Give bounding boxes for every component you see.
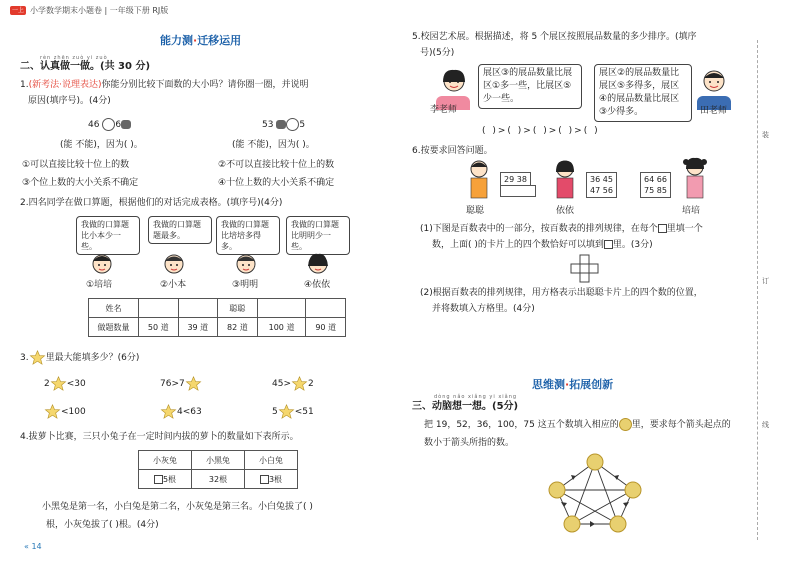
star-input-icon[interactable] [185, 376, 202, 391]
part2-heading: 二、认真做一做。(共 30 分) [20, 61, 151, 72]
q1-text [20, 78, 390, 92]
card-number: 38 [516, 175, 527, 184]
pentagon-node[interactable] [549, 482, 565, 498]
q3-item-5 [160, 404, 202, 419]
star-input-icon[interactable] [291, 376, 308, 391]
card-number: 36 [590, 175, 601, 184]
q7-part-a: 把 19，52，36，100，75 这五个数填入相应的 [424, 420, 619, 430]
q3-item-2 [160, 376, 202, 391]
q3-prefix: 3. [20, 353, 29, 363]
section-title-dot: · [193, 34, 198, 47]
q6-card-yiyi [586, 172, 617, 198]
table-header-cell[interactable] [306, 299, 346, 318]
q6-1-part-d: 里。(3分) [612, 240, 653, 250]
q1-left-num: 46 [88, 120, 100, 130]
cross-grid-icon[interactable] [570, 254, 600, 284]
table-header-cell: 小灰兔 [139, 451, 192, 470]
q6-1-part-c: 数，上面( )的卡片上的四个数恰好可以填到 [432, 240, 604, 250]
section-title-sub: 迁移运用 [197, 34, 242, 47]
q6-text: 6.按要求回答问题。 [412, 146, 493, 156]
star-input-icon[interactable] [160, 404, 177, 419]
q3-item-1 [44, 376, 86, 391]
q6-name-2: 依依 [556, 206, 575, 216]
q6-name-3: 培培 [682, 206, 701, 216]
q6-2-text: (2)根据百数表的排列规律，用方格表示出聪聪卡片上的四个数的位置， [420, 288, 703, 298]
q1-left-num2: 6 [115, 120, 122, 130]
teacher-li-icon [440, 66, 468, 96]
table-cell[interactable] [139, 470, 192, 489]
table-header-cell: 姓名 [89, 299, 139, 318]
q3-item-6 [272, 404, 314, 419]
section2-title-main: 思维测 [532, 378, 565, 391]
header-text: 小学数学期末小题卷 | 一年级下册 RJ版 [30, 6, 169, 15]
card-number: 66 [656, 175, 667, 184]
q3-item-right: <100 [61, 407, 86, 417]
q1-blank-left: (能 不能)，因为( )。 [60, 140, 143, 150]
q1-option-4: ④十位上数的大小关系不确定 [218, 178, 335, 188]
teacher-tian-icon [700, 66, 728, 96]
q7-text-2: 数小于箭头所指的数。 [424, 438, 515, 448]
table-cell-value: 5根 [162, 474, 177, 484]
q6-1-text-2 [432, 238, 653, 252]
q1-right-num2: 5 [299, 120, 306, 130]
q5-right-name: 田老师 [700, 106, 728, 116]
q5-left-name: 李老师 [430, 105, 458, 115]
compare-circle-right[interactable] [286, 118, 299, 131]
smudge-icon [276, 120, 286, 129]
star-input-icon[interactable] [44, 404, 61, 419]
pentagon-diagram [540, 452, 650, 534]
q1-prefix: 1. [20, 80, 29, 90]
q2-table [88, 298, 346, 337]
q7-text [424, 418, 731, 432]
part3-pinyin: dòng nǎo xiǎng yi xiǎng [434, 394, 518, 400]
q3-item-right: <51 [294, 407, 314, 417]
card-line [504, 174, 527, 185]
q1-compare-left [88, 118, 131, 132]
table-cell: 90 道 [306, 318, 346, 337]
q5-order-blanks[interactable]: ( )>( )>( )>( )>( ) [482, 126, 600, 136]
page-number-value: 14 [31, 542, 42, 551]
q1-right-num: 53 [262, 120, 274, 130]
q3-item-left: 76>7 [160, 379, 185, 389]
kid-peipei-icon [680, 156, 710, 202]
section2-title-sub: 拓展创新 [569, 378, 614, 391]
q6-card-congcong-blank [500, 185, 536, 197]
q1-option-3: ③个位上数的大小关系不确定 [22, 178, 139, 188]
part2-pinyin: rèn zhēn zuò yi zuò [40, 55, 108, 61]
table-cell: 做题数量 [89, 318, 139, 337]
table-row [139, 470, 298, 489]
table-header-cell[interactable] [257, 299, 306, 318]
q5-bubble-right: 展区②的展品数量比展区⑤多得多，展区④的展品数量比展区③少得多。 [594, 64, 692, 122]
q3-body: 里最大能填多少？(6分) [45, 353, 140, 363]
q1-blank-right: (能 不能)，因为( )。 [232, 140, 315, 150]
table-cell: 39 道 [178, 318, 218, 337]
q3-item-4 [44, 404, 86, 419]
side-mark-1: 装 [762, 131, 769, 139]
q4-text-2: 根，小灰兔拔了( )根。(4分) [46, 520, 159, 530]
square-icon [604, 240, 613, 249]
q3-text [20, 350, 139, 365]
q1-option-2: ②不可以直接比较十位上的数 [218, 160, 335, 170]
table-cell-value: 3根 [268, 474, 283, 484]
smudge-icon [121, 120, 131, 129]
kid-face-icon [90, 250, 114, 276]
kid-congcong-icon [464, 158, 494, 202]
pentagon-node[interactable] [625, 482, 641, 498]
q3-item-left: 4<63 [177, 407, 202, 417]
q6-1-text [420, 222, 703, 236]
q2-bubble-1: 我做的口算题比小本少一些。 [76, 216, 140, 255]
section-title-main: 能力测 [160, 34, 193, 47]
q2-name-1: ①培培 [86, 280, 113, 290]
q6-1-part-b: 里填一个 [666, 224, 703, 234]
section-title-ability [160, 32, 241, 48]
q2-name-2: ②小本 [160, 280, 187, 290]
q1-compare-right [262, 118, 305, 132]
square-icon [658, 224, 667, 233]
q1-tag: (新考法·说理表达) [28, 80, 102, 90]
table-cell: 32根 [192, 470, 245, 489]
table-row [89, 299, 346, 318]
q5-text-2: 号)(5分) [420, 48, 455, 58]
table-cell[interactable] [245, 470, 298, 489]
star-icon [29, 350, 46, 365]
table-row [139, 451, 298, 470]
q2-bubble-3: 我做的口算题比培培多得多。 [216, 216, 280, 255]
table-row [89, 318, 346, 337]
card-number: 64 [644, 175, 655, 184]
q2-name-4: ④依依 [304, 280, 331, 290]
compare-circle-left[interactable] [102, 118, 115, 131]
q4-table [138, 450, 298, 489]
q2-name-3: ③明明 [232, 280, 259, 290]
kid-yiyi-icon [550, 158, 580, 202]
header-tag: 一上 [11, 7, 24, 14]
card-number: 47 [590, 186, 601, 195]
blank-box[interactable] [260, 475, 269, 484]
q3-item-3 [272, 376, 314, 391]
q3-item-left: 2 [44, 379, 50, 389]
q1-option-1: ①可以直接比较十位上的数 [22, 160, 130, 170]
table-cell: 82 道 [218, 318, 258, 337]
table-header-cell: 聪聪 [218, 299, 258, 318]
q3-item-right: 2 [308, 379, 314, 389]
card-number: 56 [602, 186, 613, 195]
card-line [644, 185, 667, 196]
pentagon-node[interactable] [587, 454, 603, 470]
card-line [590, 185, 613, 196]
table-cell: 50 道 [139, 318, 179, 337]
card-number: 45 [602, 175, 613, 184]
q5-text: 5.校园艺术展。根据描述，将 5 个展区按照展品数量的多少排序。(填序 [412, 32, 697, 42]
q6-card-peipei [640, 172, 671, 198]
kid-face-icon [234, 250, 258, 276]
q5-bubble-left: 展区③的展品数量比展区①多一些，比展区⑤少一些。 [478, 64, 582, 109]
side-mark-2: 订 [762, 277, 769, 285]
q2-bubble-2: 我做的口算题题最多。 [148, 216, 212, 244]
q3-item-left: 5 [272, 407, 278, 417]
q2-text: 2.四名同学在做口算题，根据他们的对话完成表格。(填序号)(4分) [20, 198, 283, 208]
section-title-thinking [532, 376, 613, 392]
card-number: 85 [656, 186, 667, 195]
pentagon-node[interactable] [610, 516, 626, 532]
pentagon-node[interactable] [564, 516, 580, 532]
card-line [644, 174, 667, 185]
q1-body2: 原因(填序号)。(4分) [28, 96, 111, 106]
side-mark-3: 线 [762, 421, 769, 429]
part3-heading: 三、动脑想一想。(5分) [412, 401, 519, 412]
q4-text-1: 小黑兔是第一名，小白兔是第二名，小灰兔是第三名。小白兔拔了( ) [42, 502, 313, 512]
card-number: 29 [504, 175, 515, 184]
binding-dashed-line [757, 40, 758, 540]
kid-face-icon [306, 250, 330, 276]
table-cell: 100 道 [257, 318, 306, 337]
q6-2-text-2: 并将数填入方格里。(4分) [432, 304, 535, 314]
table-header-cell[interactable] [178, 299, 218, 318]
section2-title-dot: · [565, 378, 570, 391]
q6-1-part-a: (1)下图是百数表中的一部分，按百数表的排列规律，在每个 [420, 224, 658, 234]
q7-part-b: 里，要求每个箭头起点的 [631, 420, 731, 430]
q4-text: 4.拔萝卜比赛，三只小兔子在一定时间内拔的萝卜的数量如下表所示。 [20, 432, 299, 442]
kid-face-icon [162, 250, 186, 276]
page-number: « 14 [24, 542, 42, 551]
q2-bubble-4: 我做的口算题比明明少一些。 [286, 216, 350, 255]
table-header-cell: 小黑兔 [192, 451, 245, 470]
yellow-circle-icon [619, 418, 632, 431]
star-input-icon[interactable] [278, 404, 295, 419]
q3-item-left: 45> [272, 379, 291, 389]
card-line [590, 174, 613, 185]
table-header-cell[interactable] [139, 299, 179, 318]
table-header-cell: 小白兔 [245, 451, 298, 470]
blank-box[interactable] [154, 475, 163, 484]
star-input-icon[interactable] [50, 376, 67, 391]
q6-name-1: 聪聪 [466, 206, 485, 216]
card-number: 75 [644, 186, 655, 195]
q1-body: 你能分别比较下面数的大小吗？请你圈一圈，并说明 [101, 80, 309, 90]
q3-item-right: <30 [66, 379, 86, 389]
